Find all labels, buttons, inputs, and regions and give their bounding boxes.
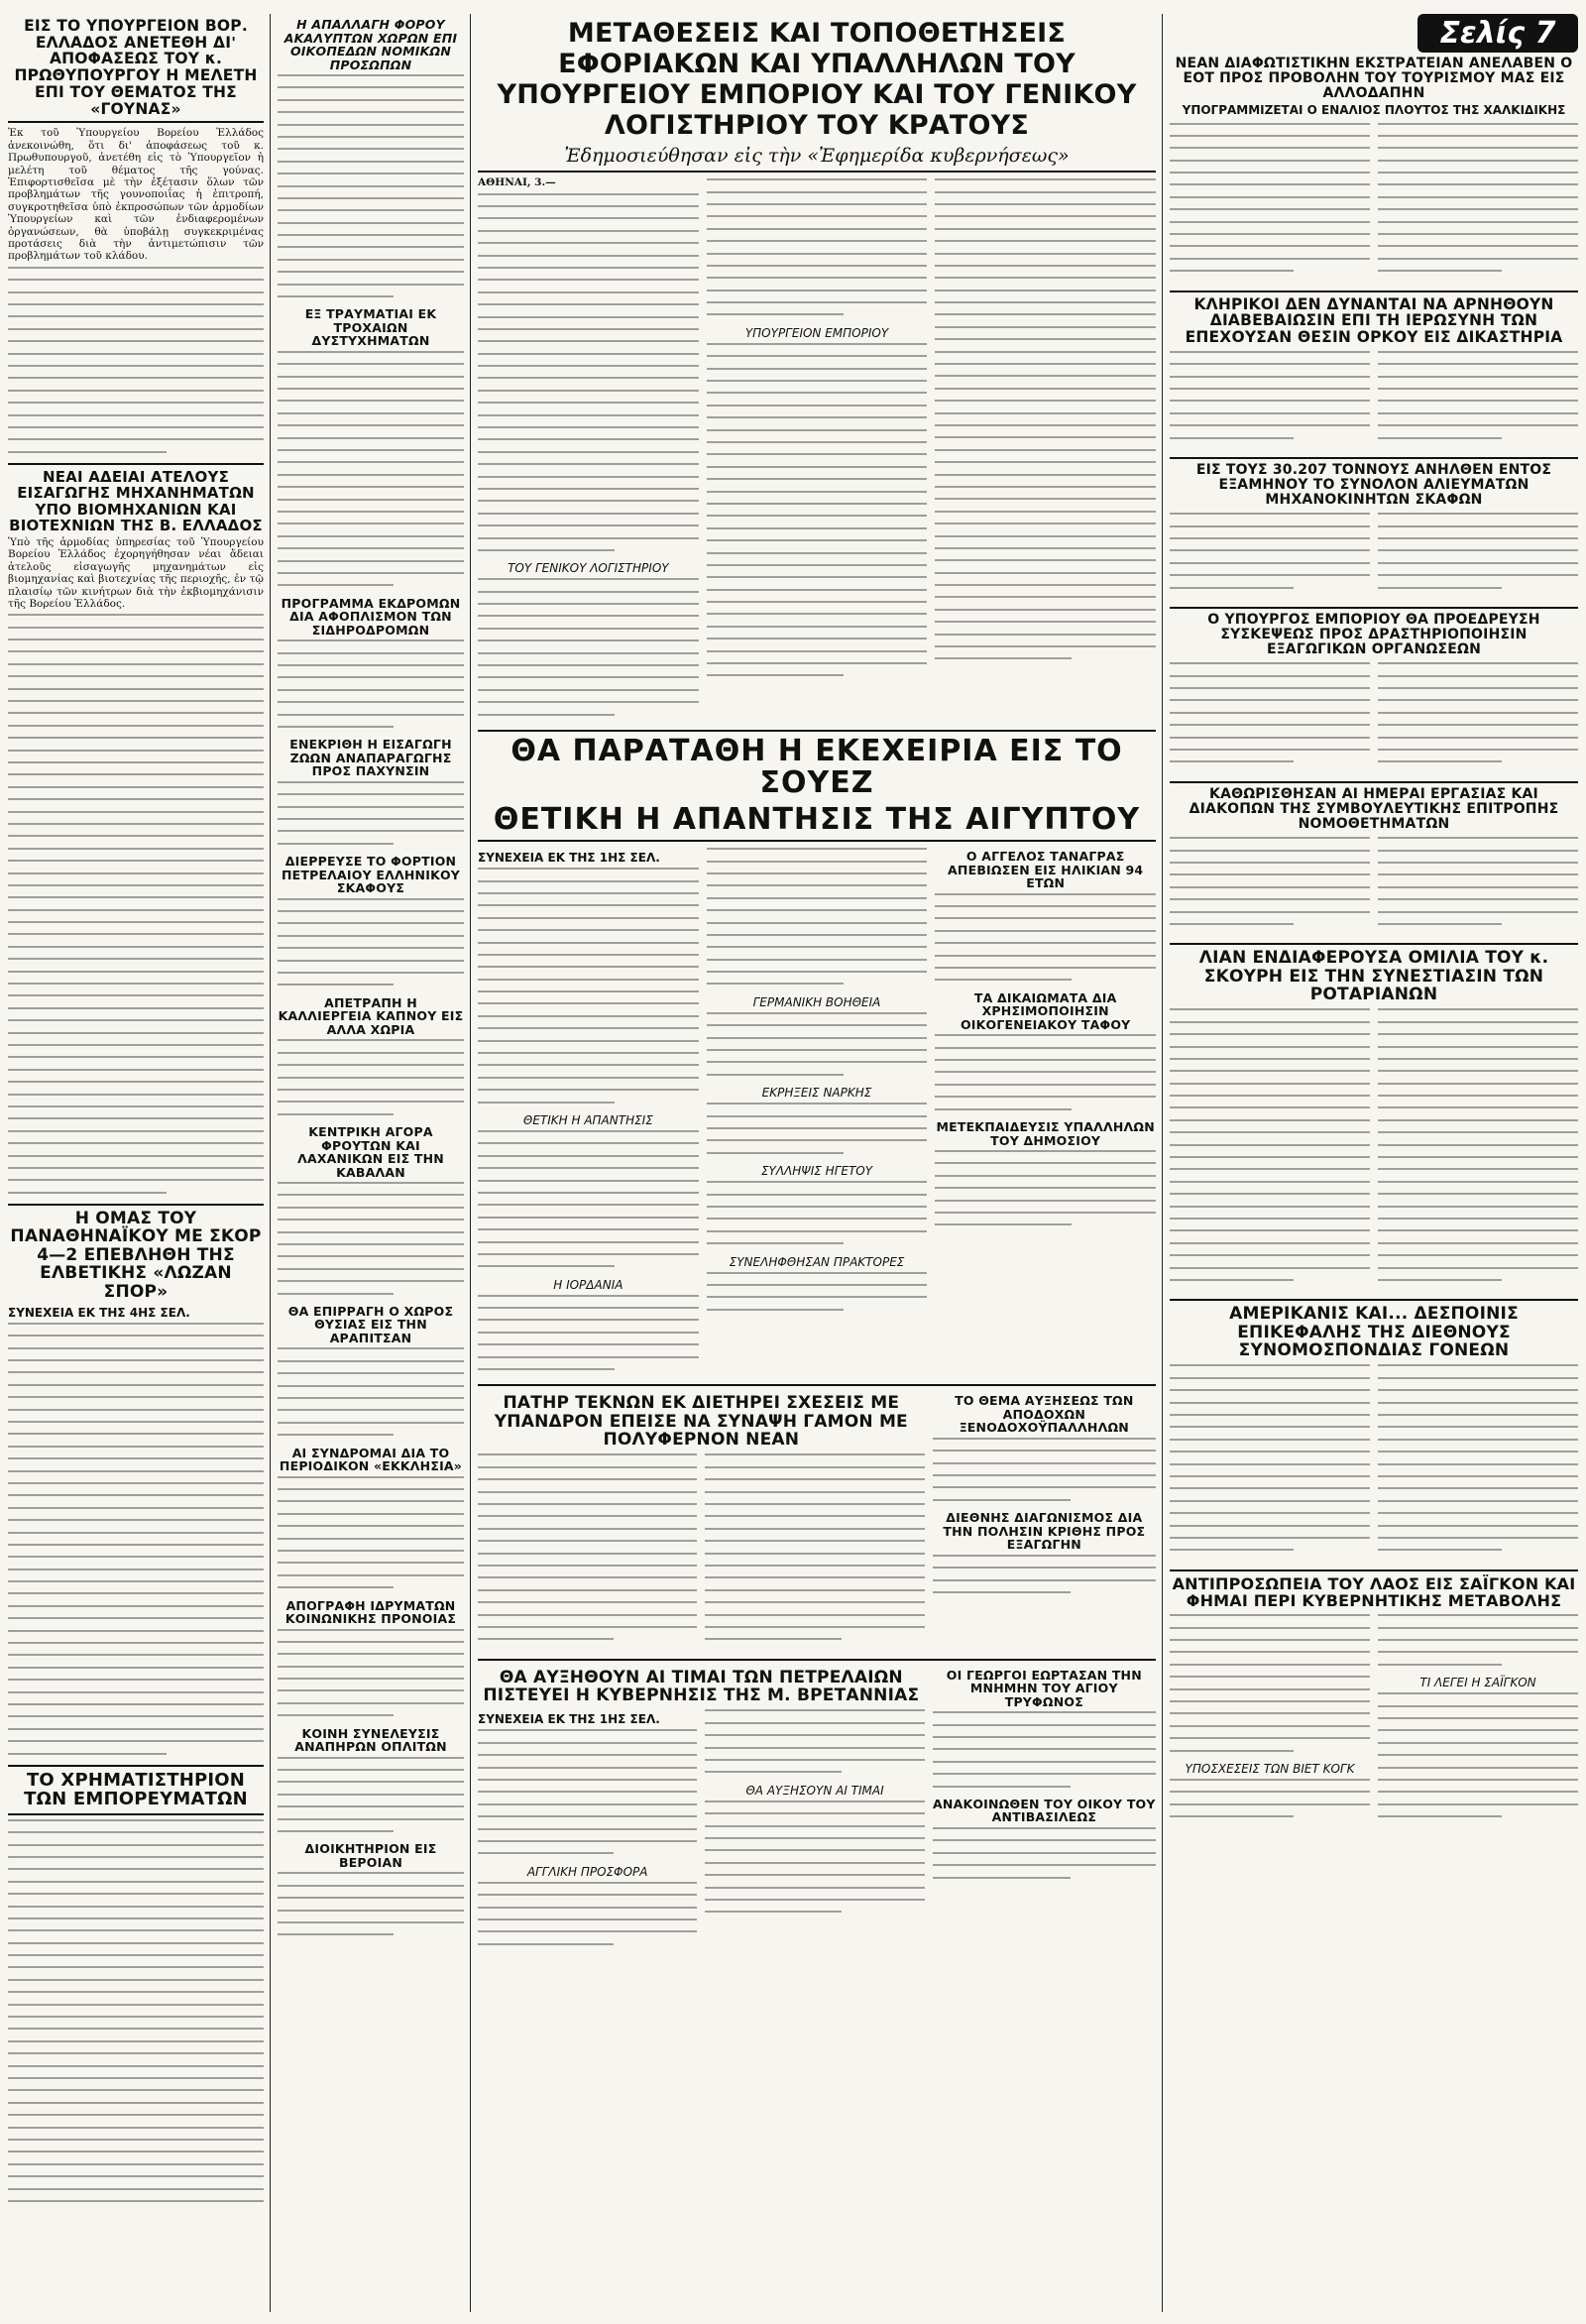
headline-symvouleutiki: ΚΑΘΩΡΙΣΘΗΣΑΝ ΑΙ ΗΜΕΡΑΙ ΕΡΓΑΣΙΑΣ ΚΑΙ ΔΙΑΚΟΠΩΝ ΤΗΣ ΣΥΜΒΟΥΛΕΥΤΙΚΗΣ ΕΠΙΤΡΟΠΗΣ ΝΟΜΟΘΕΤΗΜΑΤΩΝ — [1189, 785, 1559, 833]
article-programma-body — [278, 639, 464, 728]
continued-label: ΣΥΝΕΧΕΙΑ ΕΚ ΤΗΣ 1ΗΣ ΣΕΛ. — [478, 1712, 660, 1727]
headline-klirikoi: ΚΛΗΡΙΚΟΙ ΔΕΝ ΔΥΝΑΝΤΑΙ ΝΑ ΑΡΝΗΘΟΥΝ ΔΙΑΒΕΒΑΙΩΣΙΝ ΕΠΙ ΤΗ ΙΕΡΩΣΥΝΗ ΤΩΝ ΕΠΕΧΟΥΣΑΝ ΘΕΣΙΝ ΟΡΚΟΥ ΕΙΣ ΔΙΚΑΣΤΗΡΙΑ — [1185, 294, 1563, 347]
divider — [478, 1659, 1156, 1661]
headline-zoon: ΕΝΕΚΡΙΘΗ Η ΕΙΣΑΓΩΓΗ ΖΩΩΝ ΑΝΑΠΑΡΑΓΩΓΗΣ ΠΡΟΣ ΠΑΧΥΝΣΙΝ — [289, 737, 452, 779]
headline-skouri: ΛΙΑΝ ΕΝΔΙΑΦΕΡΟΥΣΑ ΟΜΙΛΙΑ ΤΟΥ κ. ΣΚΟΥΡΗ ΕΙΣ ΤΗΝ ΣΥΝΕΣΤΙΑΣΙΝ ΤΩΝ ΡΟΤΑΡΙΑΝΩΝ — [1198, 948, 1549, 1004]
divider — [478, 730, 1156, 732]
headline-petrelaiou: ΔΙΕΡΡΕΥΣΕ ΤΟ ΦΟΡΤΙΟΝ ΠΕΤΡΕΛΑΙΟΥ ΕΛΛΗΝΙΚΟΥ ΣΚΑΦΟΥΣ — [281, 854, 461, 896]
continued-label: ΣΥΝΕΧΕΙΑ ΕΚ ΤΗΣ 4ΗΣ ΣΕΛ. — [8, 1305, 190, 1320]
label-praktores: ΣΥΝΕΛΗΦΘΗΣΑΝ ΠΡΑΚΤΟΡΕΣ — [729, 1254, 905, 1269]
article-anapiron-body — [278, 1757, 464, 1832]
divider — [478, 171, 1156, 173]
columns-5-6 — [1170, 14, 1578, 2314]
column-1 — [8, 14, 264, 2314]
headline-xrimatistirio: ΤΟ ΧΡΗΜΑΤΙΣΤΗΡΙΟΝ ΤΩΝ ΕΜΠΟΡΕΥΜΑΤΩΝ — [24, 1769, 248, 1810]
headline-metekpaidefsis: ΜΕΤΕΚΠΑΙΔΕΥΣΙΣ ΥΠΑΛΛΗΛΩΝ ΤΟΥ ΔΗΜΟΣΙΟΥ — [936, 1119, 1155, 1148]
column-2 — [278, 14, 464, 2314]
label-syllipsis: ΣΥΛΛΗΨΙΣ ΗΓΕΤΟΥ — [760, 1164, 873, 1179]
headline-ypourgos: Ο ΥΠΟΥΡΓΟΣ ΕΜΠΟΡΙΟΥ ΘΑ ΠΡΟΕΔΡΕΥΣΗ ΣΥΣΚΕΨΕΩΣ ΠΡΟΣ ΔΡΑΣΤΗΡΙΟΠΟΙΗΣΙΝ ΕΞΑΓΩΓΙΚΩΝ ΟΡΓΑΝΩΣΕΩΝ — [1207, 611, 1540, 658]
headline-programma: ΠΡΟΓΡΑΜΜΑ ΕΚΔΡΟΜΩΝ ΔΙΑ ΑΦΟΠΛΙΣΜΟΝ ΤΩΝ ΣΙΔΗΡΟΔΡΟΜΩΝ — [281, 595, 461, 638]
divider — [8, 463, 264, 465]
column-rule — [1162, 14, 1163, 2312]
label-ayxisis: ΘΑ ΑΥΞΗΣΟΥΝ ΑΙ ΤΙΜΑΙ — [745, 1783, 884, 1798]
column-rule — [470, 14, 471, 2312]
headline-traumatiai: ΕΞ ΤΡΑΥΜΑΤΙΑΙ ΕΚ ΤΡΟΧΑΙΩΝ ΔΥΣΤΥΧΗΜΑΤΩΝ — [304, 306, 437, 349]
section-label: Σελίς 7 — [1417, 14, 1578, 53]
divider — [1170, 781, 1578, 783]
divider — [478, 840, 1156, 842]
headline-aigyptou: ΘΕΤΙΚΗ Η ΑΠΑΝΤΗΣΙΣ ΤΗΣ ΑΙΓΥΠΤΟΥ — [493, 801, 1141, 837]
columns-3-4 — [478, 14, 1156, 2314]
headline-tonoi: ΕΙΣ ΤΟΥΣ 30.207 ΤΟΝΝΟΥΣ ΑΝΗΛΘΕΝ ΕΝΤΟΣ ΕΞΑΜΗΝΟΥ ΤΟ ΣΥΝΟΛΟΝ ΑΛΙΕΥΜΑΤΩΝ ΜΗΧΑΝΟΚΙΝΗΤΩΝ ΣΚΑΦΩΝ — [1195, 461, 1552, 509]
column-rule — [270, 14, 271, 2312]
article-traumatiai-body — [278, 351, 464, 586]
continued-label: ΣΥΝΕΧΕΙΑ ΕΚ ΤΗΣ 1ΗΣ ΣΕΛ. — [478, 851, 660, 866]
label-iordania: Η ΙΟΡΔΑΝΙΑ — [553, 1277, 623, 1292]
article-adeiai-text: Ὑπὸ τῆς ἁρμοδίας ὑπηρεσίας τοῦ Ὑπουργείου Βορείου Ἑλλάδος ἐχορηγήθησαν νέαι ἄδειαι ἀτελοῦς εἰσαγωγῆς μηχανημάτων εἰς βιομηχανίας καὶ βιοτεχνίας τῆς περιοχῆς, ἐν τῷ πλαισίῳ τῶν κινήτρων διὰ τὴν ἐκβιομηχάνισιν τῆς Βορείου Ἑλλάδος. — [8, 535, 264, 610]
article-gouna-body — [8, 267, 264, 453]
headline-tafos: ΤΑ ΔΙΚΑΙΩΜΑΤΑ ΔΙΑ ΧΡΗΣΙΜΟΠΟΙΗΣΙΝ ΟΙΚΟΓΕΝΕΙΑΚΟΥ ΤΑΦΟΥ — [960, 989, 1131, 1032]
headline-patir: ΠΑΤΗΡ ΤΕΚΝΩΝ ΕΚ ΔΙΕΤΗΡΕΙ ΣΧΕΣΕΙΣ ΜΕ ΥΠΑΝΔΡΟΝ ΕΠΕΙΣΕ ΝΑ ΣΥΝΑΨΗ ΓΑΜΟΝ ΜΕ ΠΟΛΥΦΕΡΝΟΝ ΝΕΑΝ — [494, 1393, 908, 1451]
headline-petrelaion: ΘΑ ΑΥΞΗΘΟΥΝ ΑΙ ΤΙΜΑΙ ΤΩΝ ΠΕΤΡΕΛΑΙΩΝ ΠΙΣΤΕΥΕΙ Η ΚΥΒΕΡΝΗΣΙΣ ΤΗΣ Μ. ΒΡΕΤΑΝΝΙΑΣ — [483, 1667, 920, 1706]
article-xrimatistirio-body — [8, 1819, 264, 2202]
label-ti-legei: ΤΙ ΛΕΓΕΙ Η ΣΑΪΓΚΟΝ — [1419, 1676, 1536, 1690]
headline-tryfonas: ΟΙ ΓΕΩΡΓΟΙ ΕΩΡΤΑΣΑΝ ΤΗΝ ΜΝΗΜΗΝ ΤΟΥ ΑΓΙΟΥ ΤΡΥΦΩΝΟΣ — [946, 1667, 1142, 1709]
divider — [1170, 943, 1578, 945]
divider — [1170, 1299, 1578, 1301]
headline-diagonismos: ΔΙΕΘΝΗΣ ΔΙΑΓΩΝΙΣΜΟΣ ΔΙΑ ΤΗΝ ΠΟΛΗΣΙΝ ΚΡΙΘΗΣ ΠΡΟΣ ΕΞΑΓΩΓΗΝ — [943, 1510, 1146, 1553]
article-ekklisia-body — [278, 1476, 464, 1589]
article-kapnou-body — [278, 1039, 464, 1114]
headline-apallagi: Η ΑΠΑΛΛΑΓΗ ΦΟΡΟΥ ΑΚΑΛΥΠΤΩΝ ΧΩΡΩΝ ΕΠΙ ΟΙΚΟΠΕΔΩΝ ΝΟΜΙΚΩΝ ΠΡΟΣΩΠΩΝ — [283, 17, 458, 72]
headline-kapnou: ΑΠΕΤΡΑΠΗ Η ΚΑΛΛΙΕΡΓΕΙΑ ΚΑΠΝΟΥ ΕΙΣ ΑΛΛΑ ΧΩΡΙΑ — [278, 994, 464, 1037]
divider — [8, 1765, 264, 1767]
divider — [1170, 607, 1578, 609]
article-panathinaikos-body — [8, 1323, 264, 1755]
headline-anapiron: ΚΟΙΝΗ ΣΥΝΕΛΕΥΣΙΣ ΑΝΑΠΗΡΩΝ ΟΠΛΙΤΩΝ — [294, 1725, 447, 1755]
label-ypoxeseis: ΥΠΟΣΧΕΣΕΙΣ ΤΩΝ ΒΙΕΤ ΚΟΓΚ — [1185, 1761, 1355, 1776]
divider — [1170, 1569, 1578, 1571]
article-dioikitirion-body — [278, 1872, 464, 1935]
article-apallagi-body — [278, 74, 464, 297]
article-apografi-body — [278, 1629, 464, 1717]
headline-antivaseis: ΑΝΑΚΟΙΝΩΘΕΝ ΤΟΥ ΟΙΚΟΥ ΤΟΥ ΑΝΤΙΒΑΣΙΛΕΩΣ — [933, 1796, 1156, 1825]
divider — [1170, 457, 1578, 459]
subhead-chalkidiki: ΥΠΟΓΡΑΜΜΙΖΕΤΑΙ Ο ΕΝΑΛΙΟΣ ΠΛΟΥΤΟΣ ΤΗΣ ΧΑΛΚΙΔΙΚΗΣ — [1182, 103, 1566, 118]
label-prosfora: ΑΓΓΛΙΚΗ ΠΡΟΣΦΟΡΑ — [526, 1864, 648, 1879]
divider — [8, 121, 264, 123]
article-adeiai-body — [8, 614, 264, 1193]
headline-arapitsa: ΘΑ ΕΠΙΡΡΑΓΗ Ο ΧΩΡΟΣ ΘΥΣΙΑΣ ΕΙΣ ΤΗΝ ΑΡΑΠΙΤΣΑΝ — [287, 1303, 454, 1345]
souez-area — [478, 846, 1156, 1380]
divider — [1170, 290, 1578, 292]
article-gouna-text: Ἐκ τοῦ Ὑπουργείου Βορείου Ἑλλάδος ἀνεκοινώθη, ὅτι δι' ἀποφάσεως τοῦ κ. Πρωθυπουργοῦ, ἀνετέθη εἰς τὸ Ὑπουργεῖον ἡ μελέτη τοῦ θέματος τῆς γούνας. Ἐπιφορτισθεῖσα μὲ τὴν ἐξέτασιν ὅλων τῶν προβλημάτων τῆς γουνοποιΐας ἡ ἐπιτροπή, συγκροτηθεῖσα ὑπὸ ἐκπροσώπων τῶν ἁρμοδίων Ὑπουργείων καὶ τῶν ἐνδιαφερομένων ὀργανώσεων, θὰ ὑποβάλῃ συγκεκριμένας προτάσεις διὰ τὴν ἀντιμετώπισιν τῶν προβλημάτων τοῦ κλάδου. — [8, 127, 264, 263]
headline-xenodoxo: ΤΟ ΘΕΜΑ ΑΥΞΗΣΕΩΣ ΤΩΝ ΑΠΟΔΟΧΩΝ ΞΕΝΟΔΟΧΟΫΠΑΛΛΗΛΩΝ — [955, 1393, 1134, 1436]
dateline: ΑΘΗΝΑΙ, 3.— — [478, 176, 556, 189]
metatheseis-body — [478, 176, 1156, 726]
divider — [478, 1384, 1156, 1386]
article-zoon-body — [278, 781, 464, 845]
headline-tanagra: Ο ΑΓΓΕΛΟΣ ΤΑΝΑΓΡΑΣ ΑΠΕΒΙΩΣΕΝ ΕΙΣ ΗΛΙΚΙΑΝ 94 ΕΤΩΝ — [948, 849, 1144, 891]
headline-dioikitirion: ΔΙΟΙΚΗΤΗΡΙΟΝ ΕΙΣ ΒΕΡΟΙΑΝ — [304, 1841, 437, 1870]
article-petrelaiou-body — [278, 898, 464, 987]
divider — [8, 1204, 264, 1206]
label-logistirio: ΤΟΥ ΓΕΝΙΚΟΥ ΛΟΓΙΣΤΗΡΙΟΥ — [508, 561, 669, 576]
label-thetiki: ΘΕΤΙΚΗ Η ΑΠΑΝΤΗΣΙΣ — [522, 1112, 653, 1127]
headline-kentriki-agora: ΚΕΝΤΡΙΚΗ ΑΓΟΡΑ ΦΡΟΥΤΩΝ ΚΑΙ ΛΑΧΑΝΙΚΩΝ ΕΙΣ ΤΗΝ ΚΑΒΑΛΑΝ — [297, 1124, 444, 1180]
divider — [8, 1813, 264, 1815]
headline-ekklisia: ΑΙ ΣΥΝΔΡΟΜΑΙ ΔΙΑ ΤΟ ΠΕΡΙΟΔΙΚΟΝ «ΕΚΚΛΗΣΙΑ» — [279, 1445, 463, 1474]
headline-souez: ΘΑ ΠΑΡΑΤΑΘΗ Η ΕΚΕΧΕΙΡΙΑ ΕΙΣ ΤΟ ΣΟΥΕΖ — [510, 734, 1123, 801]
headline-gouna: ΕΙΣ ΤΟ ΥΠΟΥΡΓΕΙΟΝ ΒΟΡ. ΕΛΛΑΔΟΣ ΑΝΕΤΕΘΗ ΔΙ' ΑΠΟΦΑΣΕΩΣ ΤΟΥ κ. ΠΡΩΘΥΠΟΥΡΓΟΥ Η ΜΕΛΕΤΗ ΕΠΙ ΤΟΥ ΘΕΜΑΤΟΣ ΤΗΣ «ΓΟΥΝΑΣ» — [14, 17, 258, 118]
subhead-efimerida: Ἐδημοσιεύθησαν εἰς τὴν «Ἐφημερίδα κυβερνήσεως» — [564, 145, 1070, 168]
headline-ekstrateia: ΝΕΑΝ ΔΙΑΦΩΤΙΣΤΙΚΗΝ ΕΚΣΤΡΑΤΕΙΑΝ ΑΝΕΛΑΒΕΝ Ο ΕΟΤ ΠΡΟΣ ΠΡΟΒΟΛΗΝ ΤΟΥ ΤΟΥΡΙΣΜΟΥ ΜΑΣ ΕΙΣ ΑΛΛΟΔΑΠΗΝ — [1175, 56, 1573, 102]
headline-metatheseis: ΜΕΤΑΘΕΣΕΙΣ ΚΑΙ ΤΟΠΟΘΕΤΗΣΕΙΣ ΕΦΟΡΙΑΚΩΝ ΚΑΙ ΥΠΑΛΛΗΛΩΝ ΤΟΥ ΥΠΟΥΡΓΕΙΟΥ ΕΜΠΟΡΙΟΥ ΚΑΙ ΤΟΥ ΓΕΝΙΚΟΥ ΛΟΓΙΣΤΗΡΙΟΥ ΤΟΥ ΚΡΑΤΟΥΣ — [497, 18, 1137, 142]
headline-apografi: ΑΠΟΓΡΑΦΗ ΙΔΡΥΜΑΤΩΝ ΚΟΙΝΩΝΙΚΗΣ ΠΡΟΝΟΙΑΣ — [284, 1597, 457, 1626]
article-kentriki-agora-body — [278, 1182, 464, 1295]
headline-adeiai: ΝΕΑΙ ΑΔΕΙΑΙ ΑΤΕΛΟΥΣ ΕΙΣΑΓΩΓΗΣ ΜΗΧΑΝΗΜΑΤΩΝ ΥΠΟ ΒΙΟΜΗΧΑΝΙΩΝ ΚΑΙ ΒΙΟΤΕΧΝΙΩΝ ΤΗΣ Β. ΕΛΛΑΔΟΣ — [9, 468, 263, 534]
headline-panathinaikos: Η ΟΜΑΣ ΤΟΥ ΠΑΝΑΘΗΝΑΪΚΟΥ ΜΕ ΣΚΟΡ 4—2 ΕΠΕΒΛΗΘΗ ΤΗΣ ΕΛΒΕΤΙΚΗΣ «ΛΩΖΑΝ ΣΠΟΡ» — [10, 1209, 262, 1302]
headline-amerikanis: ΑΜΕΡΙΚΑΝΙΣ ΚΑΙ... ΔΕΣΠΟΙΝΙΣ ΕΠΙΚΕΦΑΛΗΣ ΤΗΣ ΔΙΕΘΝΟΥΣ ΣΥΝΟΜΟΣΠΟΝΔΙΑΣ ΓΟΝΕΩΝ — [1229, 1304, 1519, 1361]
article-arapitsa-body — [278, 1347, 464, 1436]
label-emporiou: ΥΠΟΥΡΓΕΙΟΝ ΕΜΠΟΡΙΟΥ — [744, 325, 889, 340]
headline-antiprosopeia: ΑΝΤΙΠΡΟΣΩΠΕΙΑ ΤΟΥ ΛΑΟΣ ΕΙΣ ΣΑΪΓΚΟΝ ΚΑΙ ΦΗΜΑΙ ΠΕΡΙ ΚΥΒΕΡΝΗΤΙΚΗΣ ΜΕΤΑΒΟΛΗΣ — [1172, 1573, 1576, 1610]
label-ekrixeis: ΕΚΡΗΞΕΙΣ ΝΑΡΚΗΣ — [761, 1086, 872, 1101]
label-germaniki: ΓΕΡΜΑΝΙΚΗ ΒΟΗΘΕΙΑ — [752, 994, 881, 1009]
